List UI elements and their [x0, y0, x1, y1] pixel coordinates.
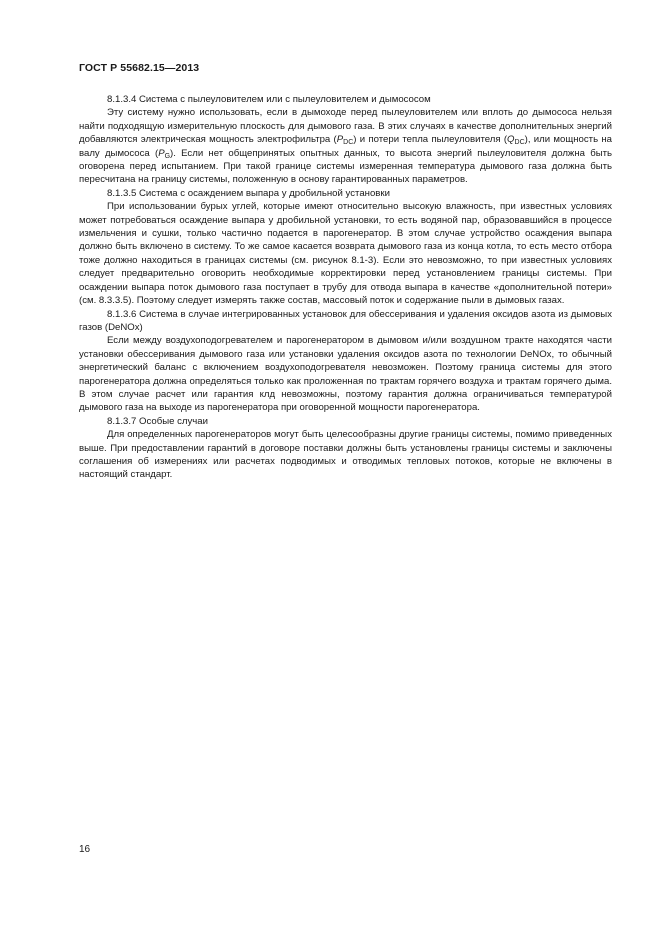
paragraph-special-cases: Для определенных парогенераторов могут быть целесообразны другие границы системы, помимо приведенных выше. При предоставлении гарантий в договоре поставки должны быть установлены границы системы и заключены соглашения об измерениях или расчетах подводимых и отводимых тепловых потоков, которые не включены в настоящий стандарт. [79, 429, 612, 481]
page-number: 16 [79, 844, 91, 855]
paragraph-denox: Если между воздухоподогревателем и парогенератором в дымовом и/или воздушном тракте находятся части установки обессеривания дымового газа или установки удаления оксидов азота по технологии DeNOx, то обычный энергетический баланс с включением воздухоподогревателя невозможен. Поэтому граница системы для этого парогенератора должна определяться только как проложенная по трактам горячего воздуха и трактам горячего дыма. В этом случае расчет или гарантия клд невозможны, поэтому гарантия должна ограничиваться температурой дымового газа на выходе из парогенератора при оговоренной мощности парогенератора. [79, 335, 612, 414]
section-heading-8-1-3-6: 8.1.3.6 Система в случае интегрированных установок для обессеривания и удаления оксидов азота из дымовых газов (DeNOx) [79, 308, 612, 333]
symbol: Q [507, 134, 515, 146]
subscript: G [164, 152, 171, 160]
subscript: DC [514, 139, 525, 147]
symbol: P [158, 147, 165, 159]
symbol: P [336, 134, 344, 146]
subscript: DC [343, 139, 354, 147]
section-heading-8-1-3-5: 8.1.3.5 Система с осаждением выпара у дробильной установки [107, 187, 390, 199]
paragraph-dust-collector: Эту систему нужно использовать, если в дымоходе перед пылеуловителем или вплоть до дымососа нельзя найти подходящую измерительную плоскость для дымового газа. В этих случаях в качестве дополнительных энергий добавляются электрическая мощность электрофильтра $(P_{DC})$ и потери тепла пылеуловителя $(Q_{DC})$, или мощность на валу дымососа $(P_G)$. Если нет общепринятых опытных данных, то высота энергий пылеуловителя должна быть оговорена перед испытанием. При такой границе системы измеренная температура дымового газа должна быть пересчитана на границу системы, положенную в основу гарантированных параметров. [79, 107, 613, 186]
document-header: ГОСТ Р 55682.15—2013 [79, 62, 200, 74]
section-heading-8-1-3-7: 8.1.3.7 Особые случаи [107, 415, 208, 427]
section-heading-8-1-3-4: 8.1.3.4 Система с пылеуловителем или с пылеуловителем и дымососом [107, 94, 431, 105]
paragraph-vapor-deposition: При использовании бурых углей, которые имеют относительно высокую влажность, при известных условиях может потребоваться осаждение выпара у дробильной установки, то есть водяной пар, образовавшийся в процессе измельчения и сушки, только частично подается в парогенератор. В этом случае устройство осаждения выпара должно быть включено в систему. То же самое касается возврата дымового газа из конца котла, то есть место отбора тоже должно находиться в границах системы (см. рисунок 8.1-3). Если это невозможно, то при известных условиях следует предварительно оговорить необходимые корректировки перед установлением границы системы. При осаждении выпара поток дымового газа поступает в трубу для отвода выпара в качестве «дополнительной потери» (см. 8.3.3.5). Поэтому следует измерять также состав, массовый поток и содержание пыли в дымовых газах. [79, 201, 612, 307]
document-body [79, 93, 612, 482]
